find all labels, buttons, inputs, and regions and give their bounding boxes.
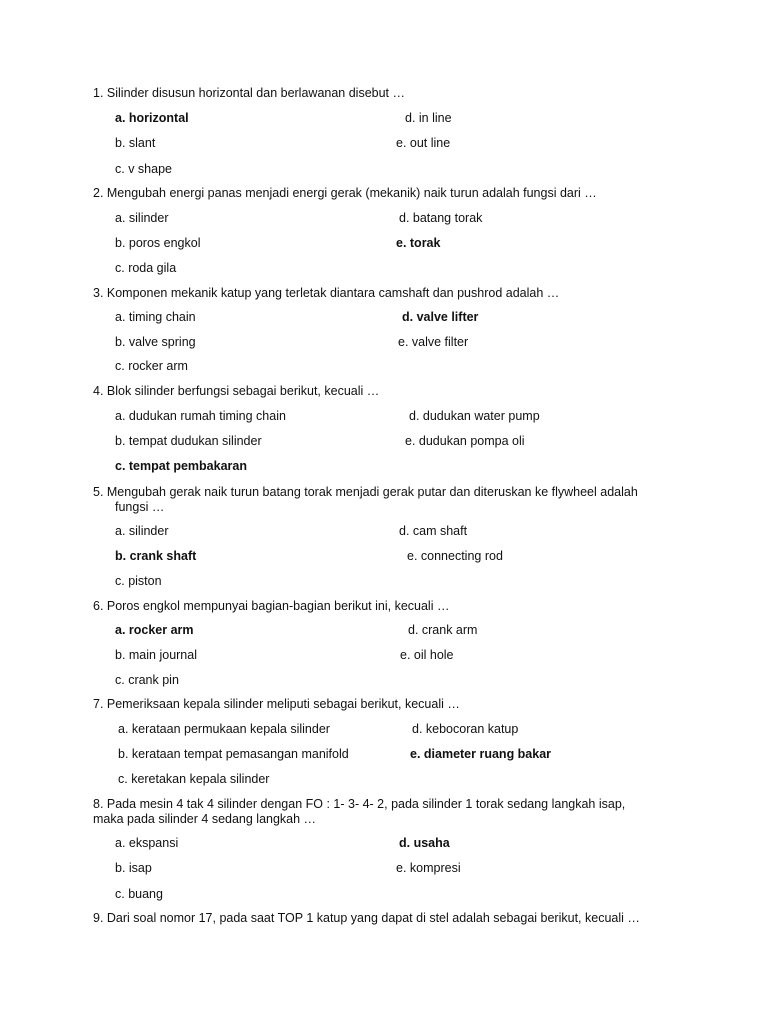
q6-option-c: c. crank pin: [115, 673, 179, 687]
q8-option-a: a. ekspansi: [115, 836, 179, 850]
q6-option-b: b. main journal: [115, 648, 197, 662]
q1-text: 1. Silinder disusun horizontal dan berlawanan disebut …: [93, 86, 405, 100]
q1-option-b: b. slant: [115, 136, 156, 150]
q6-option-a: a. rocker arm: [115, 623, 194, 637]
q1-option-d: d. in line: [405, 111, 452, 125]
q7-option-b: b. kerataan tempat pemasangan manifold: [118, 747, 349, 761]
q6-option-d: d. crank arm: [408, 623, 478, 637]
q8-option-d: d. usaha: [399, 836, 450, 850]
q5-text-line1: 5. Mengubah gerak naik turun batang torak menjadi gerak putar dan diteruskan ke flywheel adalah: [93, 485, 638, 499]
q7-text: 7. Pemeriksaan kepala silinder meliputi sebagai berikut, kecuali …: [93, 697, 460, 711]
q6-option-e: e. oil hole: [400, 648, 454, 662]
q4-option-b: b. tempat dudukan silinder: [115, 434, 262, 448]
q7-option-d: d. kebocoran katup: [412, 722, 519, 736]
q4-text: 4. Blok silinder berfungsi sebagai berikut, kecuali …: [93, 384, 380, 398]
q3-option-a: a. timing chain: [115, 310, 196, 324]
q2-option-a: a. silinder: [115, 211, 169, 225]
q8-option-c: c. buang: [115, 887, 163, 901]
q4-option-e: e. dudukan pompa oli: [405, 434, 525, 448]
q1-option-e: e. out line: [396, 136, 451, 150]
q5-text-line2: fungsi …: [115, 500, 165, 514]
q9-text: 9. Dari soal nomor 17, pada saat TOP 1 katup yang dapat di stel adalah sebagai berikut, kecuali …: [93, 911, 640, 925]
q1-option-c: c. v shape: [115, 162, 172, 176]
q2-option-b: b. poros engkol: [115, 236, 201, 250]
q7-option-c: c. keretakan kepala silinder: [118, 772, 270, 786]
q2-option-c: c. roda gila: [115, 261, 177, 275]
q7-option-a: a. kerataan permukaan kepala silinder: [118, 722, 330, 736]
q5-option-b: b. crank shaft: [115, 549, 197, 563]
q5-option-c: c. piston: [115, 574, 162, 588]
q8-text-line2: maka pada silinder 4 sedang langkah …: [93, 812, 317, 826]
q5-option-e: e. connecting rod: [407, 549, 503, 563]
q5-option-d: d. cam shaft: [399, 524, 468, 538]
q2-option-e: e. torak: [396, 236, 441, 250]
q7-option-e: e. diameter ruang bakar: [410, 747, 552, 761]
q3-option-b: b. valve spring: [115, 335, 196, 349]
q8-option-b: b. isap: [115, 861, 152, 875]
q2-text: 2. Mengubah energi panas menjadi energi gerak (mekanik) naik turun adalah fungsi dari …: [93, 186, 597, 200]
q4-option-c: c. tempat pembakaran: [115, 459, 247, 473]
q8-option-e: e. kompresi: [396, 861, 461, 875]
q5-option-a: a. silinder: [115, 524, 169, 538]
q3-text: 3. Komponen mekanik katup yang terletak diantara camshaft dan pushrod adalah …: [93, 286, 560, 300]
q4-option-a: a. dudukan rumah timing chain: [115, 409, 286, 423]
q3-option-e: e. valve filter: [398, 335, 469, 349]
q3-option-d: d. valve lifter: [402, 310, 479, 324]
q6-text: 6. Poros engkol mempunyai bagian-bagian berikut ini, kecuali …: [93, 599, 450, 613]
q3-option-c: c. rocker arm: [115, 359, 188, 373]
q4-option-d: d. dudukan water pump: [409, 409, 540, 423]
q8-text-line1: 8. Pada mesin 4 tak 4 silinder dengan FO : 1- 3- 4- 2, pada silinder 1 torak sedang langkah isap,: [93, 797, 626, 811]
q2-option-d: d. batang torak: [399, 211, 483, 225]
q1-option-a: a. horizontal: [115, 111, 189, 125]
